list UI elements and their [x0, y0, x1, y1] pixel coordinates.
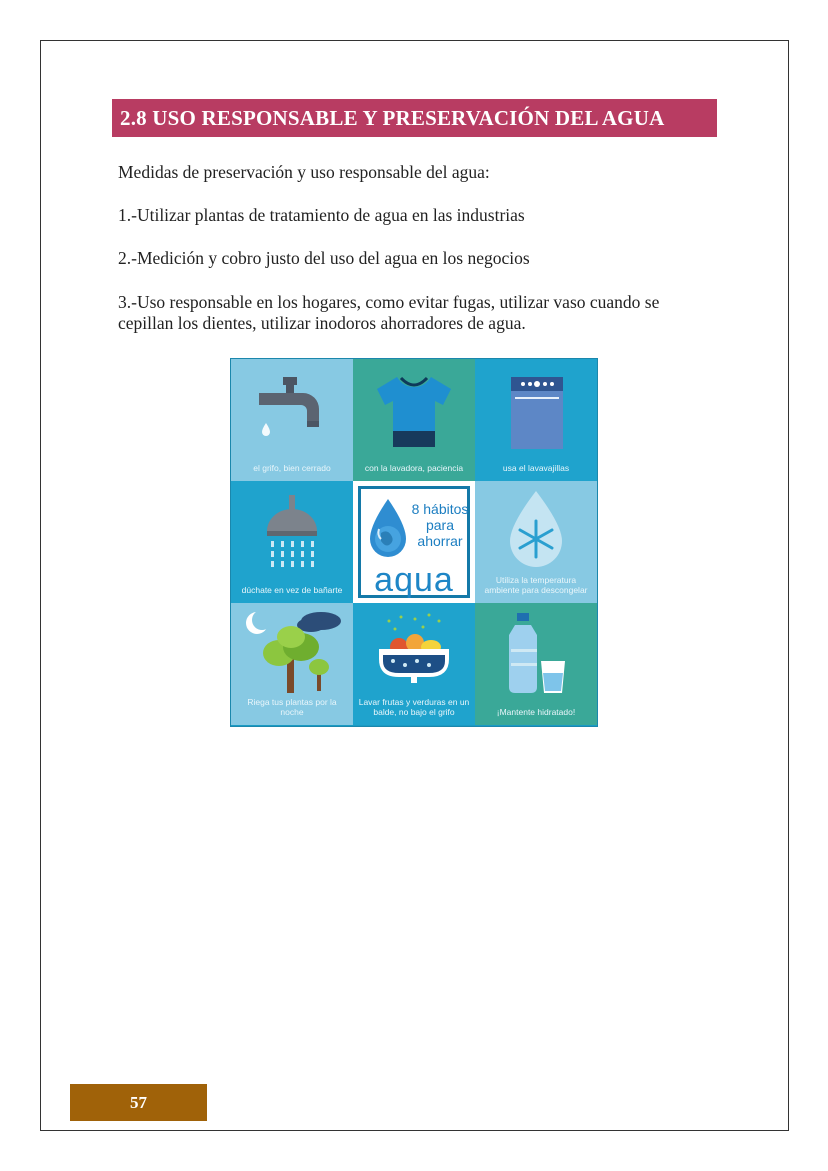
water-saving-infographic	[230, 358, 598, 727]
list-item-1: 1.-Utilizar plantas de tratamiento de agua en las industrias	[118, 205, 525, 225]
tile-hydrate	[475, 603, 597, 725]
page-number: 57	[70, 1084, 207, 1121]
tile-water-plants	[231, 603, 353, 725]
section-title: 2.8 USO RESPONSABLE Y PRESERVACIÓN DEL AGUA	[112, 99, 717, 137]
center-word: aqua	[374, 561, 454, 599]
tile-washing-machine	[353, 359, 475, 481]
tile-thaw	[475, 481, 597, 603]
tile-caption: usa el lavavajillas	[502, 463, 570, 473]
center-title: 8 hábitos para ahorrar	[411, 501, 469, 549]
tile-shower	[231, 481, 353, 603]
tile-wash-fruit	[353, 603, 475, 725]
tile-caption: ¡Mantente hidratado!	[496, 707, 576, 717]
tile-caption: con la lavadora, paciencia	[364, 463, 464, 473]
water-drop-globe-icon	[363, 495, 413, 565]
tile-caption: Lavar frutas y verduras en un balde, no bajo el grifo	[358, 697, 470, 717]
intro-paragraph: Medidas de preservación y uso responsable del agua:	[118, 162, 490, 182]
tile-dishwasher	[475, 359, 597, 481]
list-item-2: 2.-Medición y cobro justo del uso del agua en los negocios	[118, 248, 530, 268]
center-frame	[358, 486, 470, 598]
tile-center-title	[353, 481, 475, 603]
tile-caption: Utiliza la temperatura ambiente para descongelar	[484, 575, 588, 595]
list-item-3: 3.-Uso responsable en los hogares, como evitar fugas, utilizar vaso cuando se cepillan los dientes, utilizar inodoros ahorradores de agua.	[118, 292, 660, 333]
tile-caption: dúchate en vez de bañarte	[241, 585, 343, 595]
tile-caption: Riega tus plantas por la noche	[247, 697, 337, 717]
tile-caption: el grifo, bien cerrado	[253, 463, 331, 473]
tile-faucet	[231, 359, 353, 481]
